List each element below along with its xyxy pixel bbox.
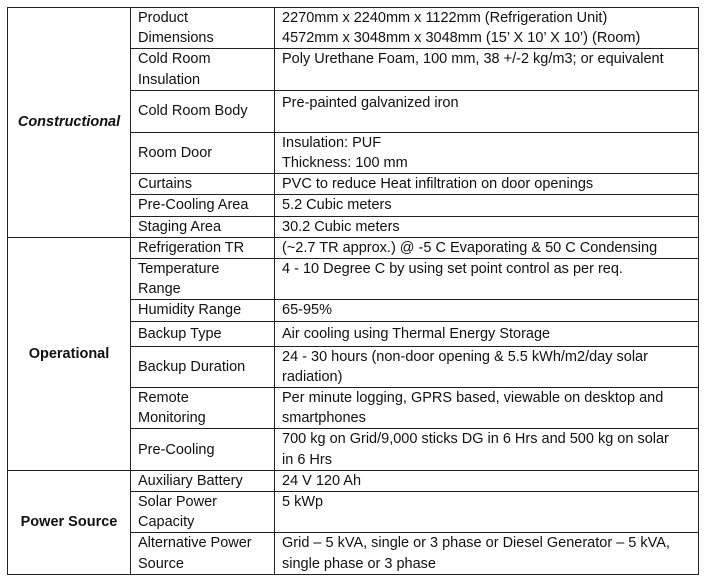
value-line: 30.2 Cubic meters [282, 218, 400, 235]
value-line: in 6 Hrs [282, 451, 332, 468]
param-line: Temperature [138, 261, 220, 278]
param-cell [131, 216, 275, 237]
param-line: Refrigeration TR [138, 239, 245, 256]
value-cell [275, 470, 699, 491]
param-line: Insulation [138, 71, 201, 88]
value-cell [275, 388, 699, 429]
param-line: Product [138, 10, 188, 26]
table-row [8, 237, 699, 258]
value-cell [275, 8, 699, 49]
value-line: 700 kg on Grid/9,000 sticks DG in 6 Hrs and 500 kg on solar [282, 431, 669, 448]
value-line [282, 70, 691, 90]
value-line: 4572mm x 3048mm x 3048mm (15’ X 10’ X 10’) (Room) [282, 30, 641, 47]
param-line: Pre-Cooling [138, 441, 215, 458]
param-cell [131, 259, 275, 300]
value-cell [275, 429, 699, 470]
param-cell [131, 8, 275, 49]
param-cell [131, 388, 275, 429]
value-line: Air cooling using Thermal Energy Storage [282, 325, 551, 342]
value-cell [275, 259, 699, 300]
param-cell [131, 300, 275, 321]
value-cell [275, 90, 699, 132]
param-line: Cold Room Body [138, 103, 248, 120]
value-cell [275, 237, 699, 258]
param-line: Auxiliary Battery [138, 472, 243, 489]
param-line: Backup Duration [138, 358, 246, 375]
param-line: Capacity [138, 514, 195, 531]
value-line: 2270mm x 2240mm x 1122mm (Refrigeration Unit) [282, 10, 608, 26]
param-line: Source [138, 555, 184, 572]
group-constructional: Constructional [8, 8, 131, 238]
group-operational: Operational [8, 237, 131, 470]
param-cell [131, 470, 275, 491]
value-cell [275, 300, 699, 321]
param-cell [131, 174, 275, 195]
table-row [8, 8, 699, 49]
value-line: Insulation: PUF [282, 134, 382, 151]
param-line: Cold Room [138, 51, 211, 68]
value-line [282, 512, 691, 532]
param-line: Pre-Cooling Area [138, 197, 249, 214]
value-cell [275, 132, 699, 173]
value-line [282, 279, 691, 299]
param-line: Staging Area [138, 218, 222, 235]
value-cell [275, 346, 699, 387]
param-line: Dimensions [138, 30, 214, 47]
value-line: 65-95% [282, 302, 332, 319]
param-cell [131, 195, 275, 216]
value-line: Poly Urethane Foam, 100 mm, 38 +/-2 kg/m3; or equivalent [282, 51, 664, 68]
param-line: Humidity Range [138, 302, 242, 319]
value-line: Thickness: 100 mm [282, 155, 408, 172]
value-cell [275, 49, 699, 90]
value-line: 5.2 Cubic meters [282, 197, 392, 214]
value-line: smartphones [282, 410, 366, 427]
param-line: Monitoring [138, 410, 206, 427]
value-line: radiation) [282, 368, 343, 385]
param-cell [131, 321, 275, 346]
param-cell [131, 533, 275, 574]
value-cell [275, 174, 699, 195]
value-line: 24 V 120 Ah [282, 472, 362, 489]
value-line: 4 - 10 Degree C by using set point control as per req. [282, 261, 623, 278]
value-line: 5 kWp [282, 494, 324, 511]
param-line: Backup Type [138, 325, 222, 342]
param-cell [131, 132, 275, 173]
param-line: Alternative Power [138, 535, 252, 552]
specification-table [7, 7, 699, 575]
param-line: Range [138, 281, 181, 298]
param-cell [131, 492, 275, 533]
value-line: Pre-painted galvanized iron [282, 94, 459, 111]
value-cell [275, 533, 699, 574]
value-line: 24 - 30 hours (non-door opening & 5.5 kWh/m2/day solar [282, 348, 648, 365]
value-cell [275, 216, 699, 237]
param-line: Solar Power [138, 494, 217, 511]
param-cell [131, 237, 275, 258]
value-line: Grid – 5 kVA, single or 3 phase or Diesel Generator – 5 kVA, [282, 535, 670, 552]
value-line: Per minute logging, GPRS based, viewable on desktop and [282, 390, 664, 407]
param-cell [131, 49, 275, 90]
table-row [8, 470, 699, 491]
param-line: Room Door [138, 144, 213, 161]
value-line: single phase or 3 phase [282, 555, 436, 572]
value-cell [275, 195, 699, 216]
value-line: (~2.7 TR approx.) @ -5 C Evaporating & 50 C Condensing [282, 239, 658, 256]
value-cell [275, 321, 699, 346]
param-line: Remote [138, 390, 189, 407]
param-cell [131, 346, 275, 387]
param-line: Curtains [138, 176, 192, 193]
param-cell [131, 90, 275, 132]
value-line: PVC to reduce Heat infiltration on door openings [282, 176, 594, 193]
value-cell [275, 492, 699, 533]
group-power-source: Power Source [8, 470, 131, 574]
param-cell [131, 429, 275, 470]
